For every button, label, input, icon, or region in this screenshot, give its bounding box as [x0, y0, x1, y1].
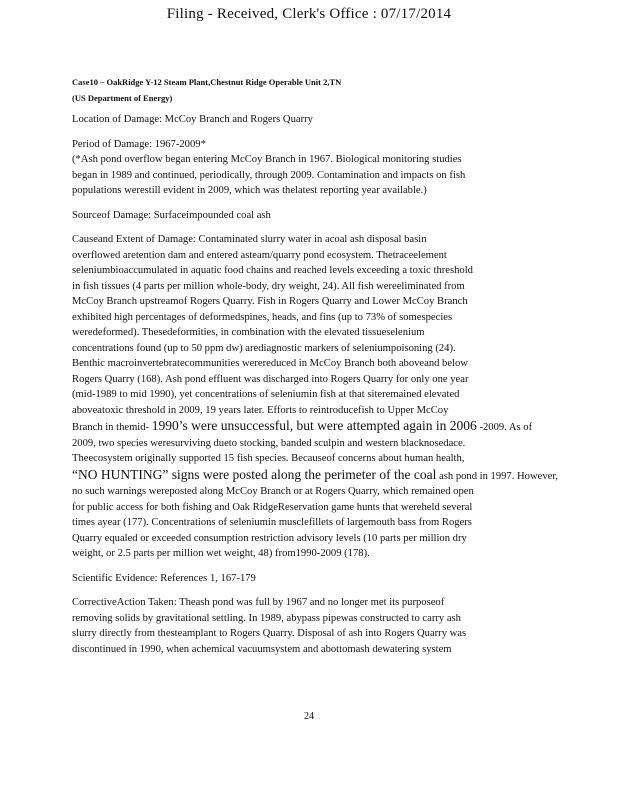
- corrective-line: CorrectiveAction Taken: Theash pond was full by 1967 and no longer met its purposeof: [72, 597, 445, 608]
- cause-line: weredeformed). Thesedeformities, in combination with the elevated tissueselenium: [72, 327, 425, 338]
- period-note-line: began in 1989 and continued, periodically, through 2009. Contamination and impacts on fish: [72, 169, 466, 181]
- location-of-damage: Location of Damage: McCoy Branch and Rogers Quarry: [72, 114, 313, 125]
- cause-line: concentrations found (up to 50 ppm dw) arediagnostic markers of seleniumpoisoning (24).: [72, 342, 456, 354]
- cause-line: Causeand Extent of Damage: Contaminated slurry water in acoal ash disposal basin: [72, 234, 427, 245]
- cause-line: exhibited high percentages of deformedspines, heads, and fins (up to 73% of somespecies: [72, 311, 453, 323]
- filing-header: Filing - Received, Clerk's Office : 07/17/2014: [166, 6, 452, 22]
- corrective-line: discontinued in 1990, when achemical vacuumsystem and abottomash dewatering system: [72, 643, 452, 655]
- cause-line-mixed: [72, 466, 559, 485]
- cause-line: Benthic macroinvertebratecommunities werereduced in McCoy Branch both aboveand below: [72, 358, 468, 369]
- period-of-damage: Period of Damage: 1967-2009*: [72, 138, 206, 150]
- cause-line: no such warnings wereposted along McCoy Branch or at Rogers Quarry, which remained open: [72, 486, 474, 497]
- cause-line: Theecosystem originally supported 15 fish species. Becauseof concerns about human health,: [72, 453, 465, 464]
- cause-and-extent-section: [72, 232, 559, 562]
- cause-line: in fish tissues (4 parts per million whole-body, dry weight, 24). All fish wereeliminated from: [72, 280, 465, 292]
- period-note-line: (*Ash pond overflow began entering McCoy Branch in 1967. Biological monitoring studies: [72, 154, 462, 165]
- cause-line: overflowed aretention dam and entered asteam/quarry pond ecosystem. Thetraceelement: [72, 249, 447, 261]
- no-hunting-segment: “NO HUNTING” signs were posted along the perimeter of the coal: [72, 466, 437, 482]
- cause-line: Rogers Quarry (168). Ash pond effluent was discharged into Rogers Quarry for only one year: [72, 373, 469, 385]
- cause-line: McCoy Branch upstreamof Rogers Quarry. Fish in Rogers Quarry and Lower McCoy Branch: [72, 296, 468, 307]
- document-body: [72, 112, 559, 666]
- cause-line: aboveatoxic threshold in 2009, 19 years later. Efforts to reintroducefish to Upper McCoy: [72, 404, 449, 416]
- scientific-evidence: Scientific Evidence: References 1, 167-179: [72, 572, 256, 584]
- period-note-line: populations werestill evident in 2009, which was thelatest reporting year available.): [72, 185, 427, 196]
- corrective-line: slurry directly from thesteamplant to Rogers Quarry. Disposal of ash into Rogers Quarry was: [72, 628, 467, 639]
- cause-line: for public access for both fishing and Oak RidgeReservation game hunts that wereheld several: [72, 501, 473, 513]
- cause-text-segment-large: 1990’s were unsuccessful, but were attempted again in 2006: [151, 418, 477, 433]
- cause-line: 2009, two species weresurviving dueto stocking, banded sculpin and western blacknosedace.: [72, 437, 466, 449]
- cause-line: weight, or 2.5 parts per million wet weight, 48) from1990-2009 (178).: [72, 548, 370, 559]
- cause-text-segment: -2009. As of: [479, 422, 533, 433]
- corrective-action-section: [72, 595, 530, 657]
- source-of-damage: Sourceof Damage: Surfaceimpounded coal ash: [72, 209, 271, 221]
- cause-line-mixed: [72, 418, 533, 436]
- cause-line: Quarry equaled or exceeded consumption restriction advisory levels (10 parts per million dry: [72, 532, 467, 544]
- cause-text-segment: ash pond in 1997. However,: [439, 470, 559, 482]
- case-agency: (US Department of Energy): [72, 93, 173, 103]
- corrective-line: removing solids by gravitational settling. In 1989, abypass pipewas constructed to carry ash: [72, 612, 461, 624]
- cause-line: (mid-1989 to mid 1990), yet concentrations of seleniumin fish at that siteremained elevated: [72, 389, 460, 400]
- cause-text-segment: Branch in themid-: [72, 422, 150, 433]
- case-title: Case10 – OakRidge Y-12 Steam Plant,Chestnut Ridge Operable Unit 2,TN: [72, 77, 342, 87]
- page-number: 24: [304, 711, 314, 722]
- cause-line: times ayear (177). Concentrations of seleniumin musclefillets of largemouth bass from Rogers: [72, 517, 472, 528]
- cause-line: seleniumbioaccumulated in aquatic food chains and reached levels exceeding a toxic threshold: [72, 265, 473, 276]
- period-of-damage-section: [72, 137, 530, 199]
- case-heading: [72, 74, 542, 106]
